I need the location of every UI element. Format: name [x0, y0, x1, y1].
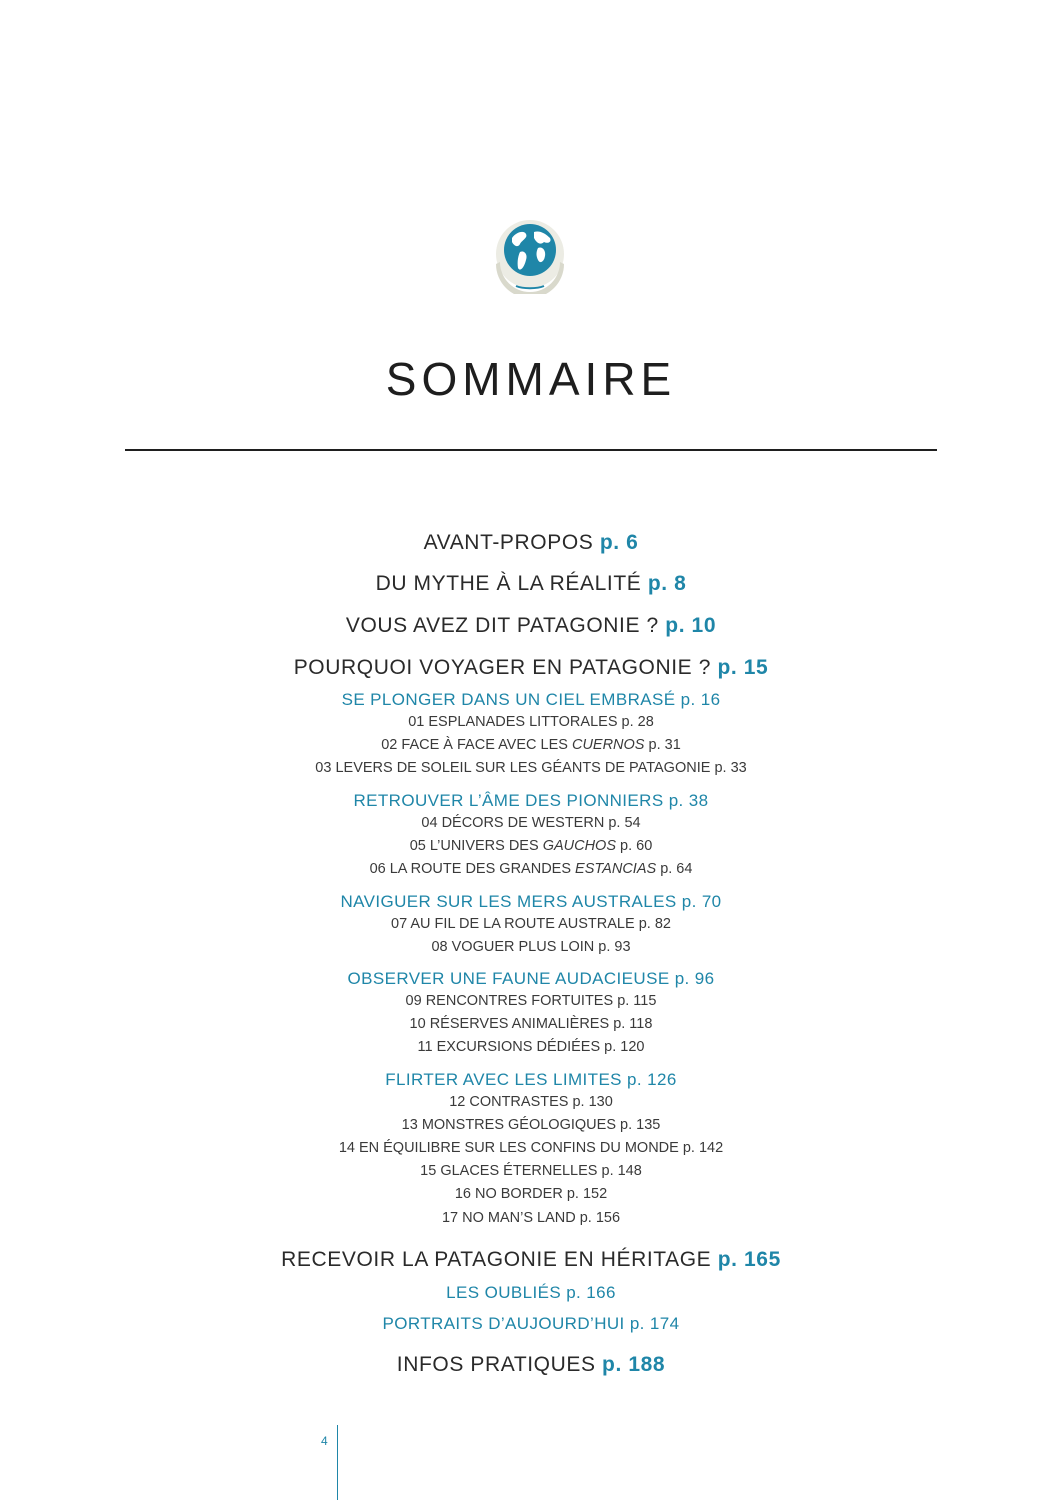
toc-label: 17 NO MAN’S LAND — [441, 1210, 576, 1226]
toc-label: POURQUOI VOYAGER EN PATAGONIE ? — [293, 656, 711, 679]
toc-page-ref: p. 166 — [566, 1283, 616, 1302]
toc-subitem[interactable] — [0, 1210, 1062, 1226]
toc-label: 08 VOGUER PLUS LOIN — [431, 939, 595, 955]
toc-page-ref: p. 120 — [604, 1039, 645, 1055]
toc-label: 10 RÉSERVES ANIMALIÈRES — [409, 1016, 610, 1032]
toc-subitem[interactable] — [0, 737, 1062, 753]
toc-label: 14 EN ÉQUILIBRE SUR LES CONFINS DU MONDE — [338, 1140, 679, 1156]
toc-section[interactable] — [0, 969, 1062, 989]
page-title: SOMMAIRE — [385, 353, 677, 405]
toc-label: DU MYTHE À LA RÉALITÉ — [375, 572, 642, 595]
toc-page-ref: p. 135 — [620, 1117, 661, 1133]
toc-page-ref: p. 60 — [620, 838, 653, 854]
toc-subitem[interactable] — [0, 1039, 1062, 1055]
toc-page-ref: p. 6 — [599, 531, 639, 554]
toc-subitem[interactable] — [0, 714, 1062, 730]
page-number: 4 — [321, 1434, 328, 1448]
toc-page-ref: p. 126 — [627, 1070, 677, 1089]
toc-chapter[interactable] — [0, 614, 1062, 638]
toc-label: 13 MONSTRES GÉOLOGIQUES — [401, 1117, 616, 1133]
toc-page-ref: p. 118 — [613, 1016, 653, 1032]
title-divider — [125, 449, 937, 451]
page-margin-rule — [337, 1425, 338, 1500]
toc-subitem[interactable] — [0, 1186, 1062, 1202]
toc-subitem[interactable] — [0, 1094, 1062, 1110]
toc-label: OBSERVER UNE FAUNE AUDACIEUSE — [347, 969, 670, 988]
toc-label: 12 CONTRASTES — [449, 1094, 569, 1110]
toc-label: FLIRTER AVEC LES LIMITES — [385, 1070, 622, 1089]
toc-label: 05 L’UNIVERS DES — [409, 838, 539, 854]
toc-label: INFOS PRATIQUES — [396, 1353, 596, 1376]
toc-page-ref: p. 142 — [682, 1140, 724, 1156]
toc-page-ref: p. 10 — [665, 614, 717, 637]
toc-label: 02 FACE À FACE AVEC LES — [381, 737, 568, 753]
toc-page-ref: p. 15 — [717, 656, 769, 679]
toc-label-emphasis: CUERNOS — [571, 737, 645, 753]
toc-page-ref: p. 28 — [621, 714, 654, 730]
toc-subitem[interactable] — [0, 939, 1062, 955]
toc-label: 01 ESPLANADES LITTORALES — [408, 714, 618, 730]
toc-label: SE PLONGER DANS UN CIEL EMBRASÉ — [341, 690, 676, 709]
toc-label-emphasis: GAUCHOS — [542, 838, 617, 854]
toc-page-ref: p. 64 — [660, 861, 693, 877]
toc-section[interactable] — [0, 690, 1062, 710]
toc-subitem[interactable] — [0, 1163, 1062, 1179]
toc-subitem[interactable] — [0, 1117, 1062, 1133]
toc-page-ref: p. 8 — [647, 572, 687, 595]
toc-page-ref: p. 130 — [572, 1094, 613, 1110]
toc-chapter[interactable] — [0, 531, 1062, 555]
toc-page-ref: p. 165 — [717, 1248, 781, 1271]
toc-section[interactable] — [0, 1283, 1062, 1303]
toc-label: VOUS AVEZ DIT PATAGONIE ? — [345, 614, 659, 637]
toc-label: RETROUVER L’ÂME DES PIONNIERS — [353, 791, 664, 810]
toc-label: RECEVOIR LA PATAGONIE EN HÉRITAGE — [281, 1248, 712, 1271]
toc-label: AVANT-PROPOS — [423, 531, 594, 554]
toc-label: 07 AU FIL DE LA ROUTE AUSTRALE — [391, 916, 635, 932]
toc-label: 16 NO BORDER — [454, 1186, 563, 1202]
toc-page-ref: p. 152 — [566, 1186, 608, 1202]
toc-subitem[interactable] — [0, 861, 1062, 877]
toc-label: 06 LA ROUTE DES GRANDES — [369, 861, 572, 877]
toc-subitem[interactable] — [0, 916, 1062, 932]
toc-label: 04 DÉCORS DE WESTERN — [421, 815, 605, 831]
toc-page-ref: p. 16 — [680, 690, 721, 709]
toc-label: 15 GLACES ÉTERNELLES — [420, 1163, 598, 1179]
toc-label: 09 RENCONTRES FORTUITES — [405, 993, 614, 1009]
toc-subitem[interactable] — [0, 1140, 1062, 1156]
toc-page-ref: p. 188 — [602, 1353, 666, 1376]
toc-chapter[interactable] — [0, 572, 1062, 596]
toc-label: LES OUBLIÉS — [446, 1283, 562, 1302]
toc-subitem[interactable] — [0, 1016, 1062, 1032]
toc-chapter[interactable] — [0, 1248, 1062, 1272]
toc-chapter[interactable] — [0, 656, 1062, 680]
toc-page-ref: p. 174 — [629, 1314, 680, 1333]
toc-section[interactable] — [0, 892, 1062, 912]
toc-page-ref: p. 33 — [714, 760, 747, 776]
toc-label: 03 LEVERS DE SOLEIL SUR LES GÉANTS DE PATAGONIE — [315, 760, 711, 776]
toc-page-ref: p. 148 — [601, 1163, 642, 1179]
toc-page-ref: p. 156 — [579, 1210, 621, 1226]
toc-label: 11 EXCURSIONS DÉDIÉES — [417, 1039, 601, 1055]
toc-page-ref: p. 31 — [648, 737, 681, 753]
toc-page-ref: p. 54 — [608, 815, 641, 831]
toc-label: PORTRAITS D’AUJOURD’HUI — [382, 1314, 625, 1333]
toc-page-ref: p. 115 — [617, 993, 657, 1009]
toc-subitem[interactable] — [0, 993, 1062, 1009]
toc-section[interactable] — [0, 1070, 1062, 1090]
toc-page-ref: p. 70 — [681, 892, 722, 911]
toc-page-ref: p. 96 — [674, 969, 715, 988]
toc-section[interactable] — [0, 1314, 1062, 1334]
toc-subitem[interactable] — [0, 815, 1062, 831]
globe-logo-icon — [490, 218, 570, 294]
toc-section[interactable] — [0, 791, 1062, 811]
toc-label: NAVIGUER SUR LES MERS AUSTRALES — [340, 892, 677, 911]
toc-page-ref: p. 38 — [668, 791, 709, 810]
toc-page-ref: p. 93 — [598, 939, 631, 955]
toc-label-emphasis: ESTANCIAS — [575, 861, 657, 877]
toc-subitem[interactable] — [0, 760, 1062, 776]
toc-page-ref: p. 82 — [638, 916, 671, 932]
toc-chapter[interactable] — [0, 1353, 1062, 1377]
toc-subitem[interactable] — [0, 838, 1062, 854]
